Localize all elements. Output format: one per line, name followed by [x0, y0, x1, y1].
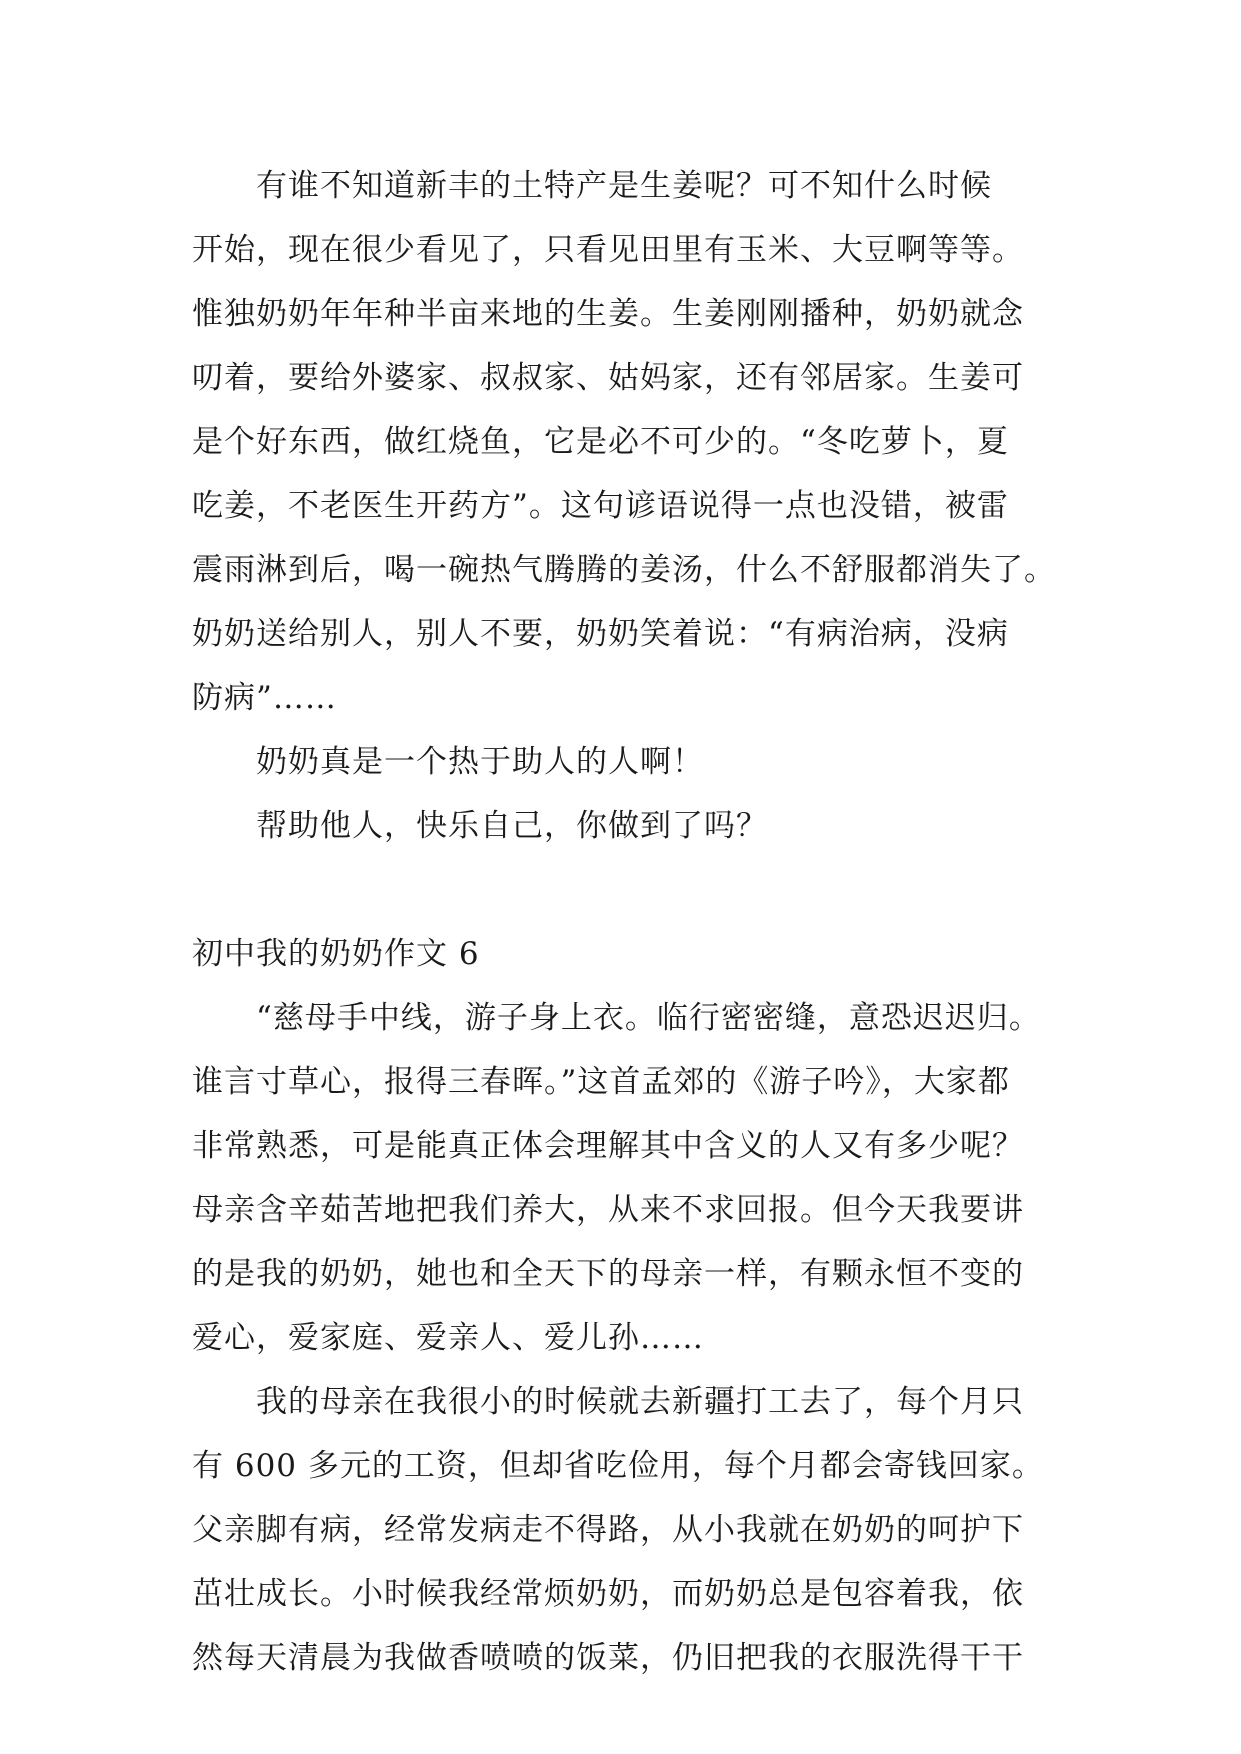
section-heading: 初中我的奶奶作文 6	[192, 936, 480, 972]
paragraph-5-line-3: 父亲脚有病，经常发病走不得路，从小我就在奶奶的呵护下	[192, 1512, 1024, 1548]
paragraph-3: 帮助他人，快乐自己，你做到了吗？	[256, 808, 768, 844]
paragraph-1-line-9: 防病”……	[192, 680, 337, 716]
paragraph-1-line-4: 叨着，要给外婆家、叔叔家、姑妈家，还有邻居家。生姜可	[192, 360, 1024, 396]
paragraph-1-line-2: 开始，现在很少看见了，只看见田里有玉米、大豆啊等等。	[192, 232, 1024, 268]
paragraph-1-line-8: 奶奶送给别人，别人不要，奶奶笑着说：“有病治病，没病	[192, 616, 1009, 652]
paragraph-5-line-2: 有 600 多元的工资，但却省吃俭用，每个月都会寄钱回家。	[192, 1448, 1044, 1484]
paragraph-1-line-6: 吃姜，不老医生开药方”。这句谚语说得一点也没错，被雷	[192, 488, 1009, 524]
paragraph-4-line-1: “慈母手中线，游子身上衣。临行密密缝，意恐迟迟归。	[256, 1000, 1041, 1036]
paragraph-1-line-5: 是个好东西，做红烧鱼，它是必不可少的。“冬吃萝卜，夏	[192, 424, 1009, 460]
paragraph-4-line-6: 爱心，爱家庭、爱亲人、爱儿孙……	[192, 1320, 704, 1356]
paragraph-4-line-2: 谁言寸草心，报得三春晖。”这首孟郊的《游子吟》，大家都	[192, 1064, 1010, 1100]
paragraph-2: 奶奶真是一个热于助人的人啊！	[256, 744, 704, 780]
paragraph-4-line-4: 母亲含辛茹苦地把我们养大，从来不求回报。但今天我要讲	[192, 1192, 1024, 1228]
paragraph-4-line-3: 非常熟悉，可是能真正体会理解其中含义的人又有多少呢？	[192, 1128, 1024, 1164]
paragraph-5-line-1: 我的母亲在我很小的时候就去新疆打工去了，每个月只	[256, 1384, 1024, 1420]
paragraph-1-line-1: 有谁不知道新丰的土特产是生姜呢？可不知什么时候	[256, 168, 992, 204]
paragraph-1-line-7: 震雨淋到后，喝一碗热气腾腾的姜汤，什么不舒服都消失了。	[192, 552, 1056, 588]
paragraph-5-line-5: 然每天清晨为我做香喷喷的饭菜，仍旧把我的衣服洗得干干	[192, 1640, 1024, 1676]
paragraph-4-line-5: 的是我的奶奶，她也和全天下的母亲一样，有颗永恒不变的	[192, 1256, 1024, 1292]
paragraph-5-line-4: 茁壮成长。小时候我经常烦奶奶，而奶奶总是包容着我，依	[192, 1576, 1024, 1612]
paragraph-1-line-3: 惟独奶奶年年种半亩来地的生姜。生姜刚刚播种，奶奶就念	[192, 296, 1024, 332]
